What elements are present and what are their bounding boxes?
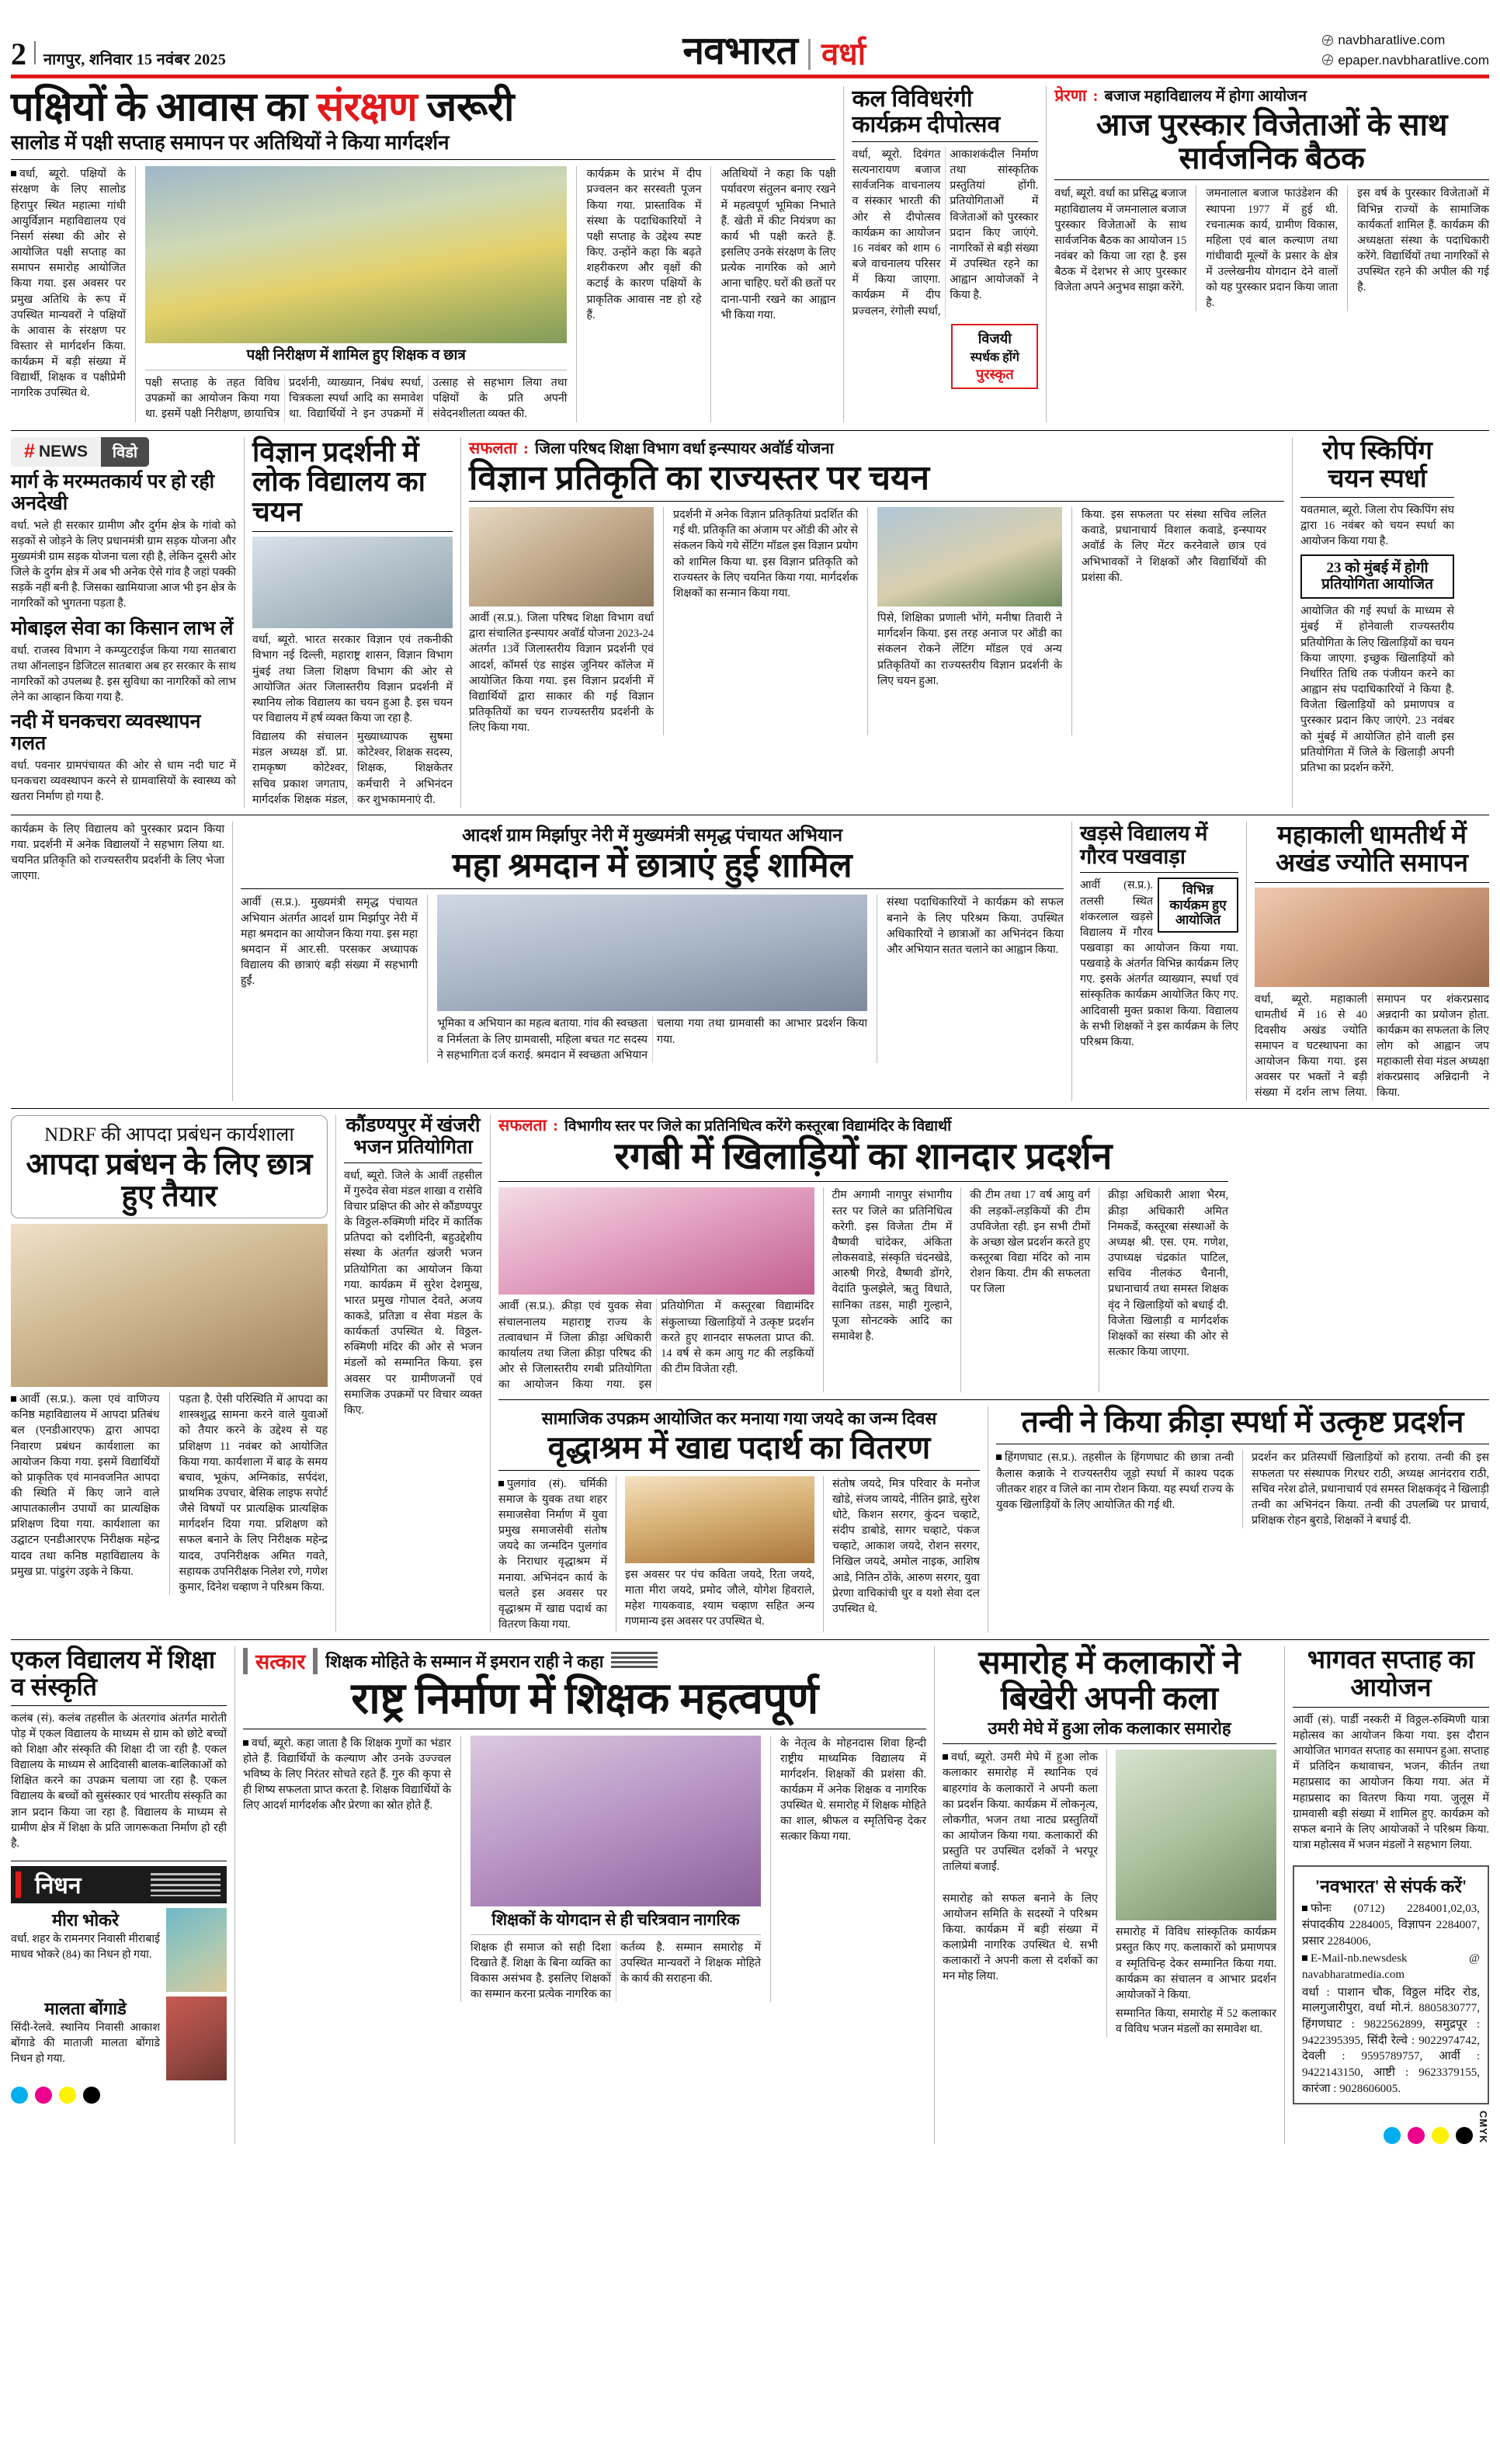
vigyan-lok-col-2: कार्यक्रम के लिए विद्यालय को पुरस्कार प्रदान किया गया. प्रदर्शनी में अनेक विद्यालयों ने सहभाग लिया था. चयनित प्रतिकृति को राज्यस्तरीय प्रदर्शनी के लिए भेजा जाएगा. [11,822,224,883]
khadse-badge: विभिन्न कार्यक्रम हुए आयोजित [1158,878,1238,933]
rugby-bottom-rule [498,1399,1489,1400]
samaroh-col-2: समारोह में विविध सांस्कृतिक कार्यक्रम प्रस्तुत किए गए. कलाकारों को प्रमाणपत्र व स्मृतिचिन्ह देकर सम्मानित किया गया. कार्यक्रम का संचालन व आभार प्रदर्शन आयोजकों ने किया. [1116,1926,1276,2001]
safalta-photo-1-block [469,507,654,735]
masthead-websites [1322,30,1489,70]
safalta-colon: : [523,438,530,457]
section-separator [490,1115,491,1633]
ndrf-kicker: NDRF की आपदा प्रबंधन कार्यशाला [44,1124,294,1145]
safalta-kicker-row [469,437,1284,458]
vigyan-lok-story [252,437,453,808]
ndrf-photo [11,1224,328,1387]
nv-item1-title: मार्ग के मरम्मतकार्य पर हो रही अनदेखी [11,471,215,514]
vigyan-lok-lower: विद्यालय की संचालन मंडल अध्यक्ष डॉ. प्रा. रामकृष्ण कोटेश्वर, सचिव प्रकाश जगताप, मार्गदर्शक शिक्षक मंडल, मुख्याध्यापक सुषमा कोटेश्वर, शिक्षक सदस्य, शिक्षक, शिक्षकेतर कर्मचारी ने अभिनंदन कर शुभकामनाएं दी. [252,731,453,806]
fourth-band-bottom-rule [11,1639,1489,1640]
lead-headline-part1: पक्षियों के आवास का [11,85,317,130]
safalta-photo-2-block [877,507,1062,735]
edition-name: वर्धा [821,36,866,71]
bullet-square-icon [1302,1955,1307,1961]
newspaper-logo: नवभारत [682,29,797,72]
website-main: navbharatlive.com [1338,33,1446,47]
news-video-sidebar [11,437,236,808]
vriddhashram-kicker: सामाजिक उपक्रम आयोजित कर मनाया गया जयदे का जन्म दिवस [541,1409,937,1429]
safalta-rule [469,501,1284,502]
satkar-columns [243,1736,926,2003]
safalta-columns [469,507,1284,735]
page-number: 2 [11,36,26,71]
satkar-tag: सत्कार [255,1650,306,1674]
lead-subhead: सालोड में पक्षी सप्ताह समापन पर अतिथियों ने किया मार्गदर्शन [11,131,450,155]
third-band-bottom-rule [11,1108,1489,1109]
nv-item2-body: वर्धा. राजस्व विभाग ने कम्प्युटराईज किया गया सातबारा तथा ऑनलाइन डिजिटल सातबारा अब हर सरकार के साथ नागरिकों को उपलब्ध है. इस सुविधा का नागरिकों को लाभ लेने का आव्हान किया गया है. [11,644,236,704]
cmyk-dot-magenta [1408,2127,1425,2144]
bhagwat-headline: भागवत सप्ताह का आयोजन [1307,1646,1475,1703]
vriddhashram-photo [625,1476,814,1563]
samaroh-photo-block [1116,1750,1276,2037]
vriddhashram-col-3: संतोष जयदे, मित्र परिवार के मनोज खोडे, संजय जायदे, नीतिन झाडे, सुरेश धोटे, किशन सरगर, कुंदन चव्हाटे, संदीप डाबोडे, सागर चव्हाटे, पंकज चव्हाटे, आकाश जयदे, रोशन सरगर, निखिल जयदे, अमोल नाइक, आशिष आडे, नितिन ठोंके, आरुण सरगर, युवा प्रेरणा वाचिकांची धुर व यशो सेवा दल उपस्थित थे. [832,1477,980,1615]
cmyk-dot-black [83,2087,100,2104]
nv-item3-body: वर्धा. पवनार ग्रामपंचायत की ओर से धाम नदी घाट में घनकचरा व्यवस्थापन करने से ग्रामवासियों के स्वास्थ्य को खतरा निर्माण हो गया है. [11,759,236,804]
tanvi-headline: तन्वी ने किया क्रीड़ा स्पर्धा में उत्कृष्ट प्रदर्शन [1021,1406,1464,1440]
satkar-photo-block [470,1736,761,2003]
mahakali-photo [1255,888,1489,987]
masthead-left [11,36,227,71]
rugby-columns [498,1187,1228,1392]
khadse-body: आर्वी (स.प्र.). तलसी स्थित शंकरलाल खड़से विद्यालय में गौरव पखवाड़ा का आयोजन किया गया. पखवाड़े के अंतर्गत विभिन्न कार्यक्रम लिए गए. इसके अंतर्गत व्याख्यान, स्पर्धा एवं सांस्कृतिक कार्यक्रम आयोजित किए गए. आदिवासी मुक्त प्रकाश किया. विद्यालय के सभी शिक्षकों ने इस कार्यक्रम के लिए परिश्रम किया. [1080,879,1238,1048]
lead-headline-highlight: संरक्षण [316,85,418,130]
lead-body-row [11,166,835,422]
rugby-under-photo: आर्वी (स.प्र.). क्रीड़ा एवं युवक सेवा संचालनालय महाराष्ट्र राज्य के तत्वावधान में जिला क्रीड़ा अधिकारी कार्यालय तथा जिला क्रीड़ा परिषद की ओर से जिलास्तरीय रगबी प्रतियोगिता का आयोजन किया गया. इस प्रतियोगिता में कस्तूरबा विद्यामंदिर संकुलाच्या खिलाड़ियों ने उत्कृष्ट प्रदर्शन करते हुए शानदार सफलता प्राप्त की. 14 वर्ष से कम आयु गट की लड़कियों की टीम विजेता रही. [498,1300,814,1392]
prerna-story [1054,86,1489,422]
khanjari-headline: कौंडण्यपुर में खंजरी भजन प्रतियोगिता [345,1114,481,1158]
vriddhashram-photo-block [625,1476,814,1633]
vigyan-lok-rule [252,531,453,532]
contact-title: 'नवभारत' से संपर्क करें' [1314,1877,1467,1897]
satkar-photo-caption: शिक्षकों के योगदान से ही चरित्रवान नागरिक [491,1910,740,1929]
shramdan-col-1: आर्वी (स.प्र.). मुख्यमंत्री समृद्ध पंचायत अभियान अंतर्गत आदर्श ग्राम मिर्झापुर नेरी में महा श्रमदान का आयोजन किया गया. इस महा श्रमदान में आर.सी. परसकर अध्यापक विद्यालय की छात्राएं बड़ी संख्या में सहभागी हुईं. [241,896,418,988]
mahakali-rule [1255,882,1489,883]
masthead-logo-group [226,31,1322,70]
shramdan-under-photo: भूमिका व अभियान का महत्व बताया. गांव की स्वच्छता व निर्मलता के लिए ग्रामवासी, महिला बचत गट सदस्य ने सहभागिता दर्ज कराई. श्रमदान में स्वच्छता अभियान चलाया गया तथा ग्रामवासी का आभार प्रदर्शन किया गया. [437,1017,867,1062]
mahakali-headline: महाकाली धामतीर्थ में अखंड ज्योति समापन [1276,821,1468,878]
section-separator [232,822,233,1101]
col-separator [823,1476,824,1633]
nv-item2-title: मोबाइल सेवा का किसान लाभ लें [11,617,234,639]
rope-skipping-story [1300,437,1454,808]
bullet-square-icon [498,1481,504,1486]
samaroh-headline: समारोह में कलाकारों ने बिखेरी अपनी कला [978,1646,1241,1717]
safalta-col-4: किया. इस सफलता पर संस्था सचिव ललित कवाडे, प्रधानाचार्य विशाल कवाडे, इन्स्पायर अवॉर्ड के लिए मेंटर करनेवाले छात्र एवं अभिभावकों ने शिक्षकों और विद्यार्थियों की प्रशंसा की. [1082,509,1266,584]
second-band [11,437,1489,808]
satkar-stripes-icon [611,1652,658,1670]
ndrf-story [11,1115,328,1633]
vriddhashram-col-2: इस अवसर पर पंच कविता जयदे, रिता जयदे, माता मीरा जयदे, प्रमोद जौले, योगेश हिवराले, महेश गायकवाड, श्याम चव्हाण सहित अन्य गणमान्य इस अवसर पर उपस्थित थे. [625,1568,814,1628]
cmyk-dot-magenta [35,2087,52,2104]
lead-col-2: पक्षी सप्ताह के तहत विविध उपक्रमों का आयोजन किया गया था. इसमें पक्षी निरीक्षण, छायाचित्र प्रदर्शनी, व्याख्यान, निबंध स्पर्धा, चित्रकला स्पर्धा आदि का समावेश था. विद्यार्थियों ने इन उपक्रमों में उत्साह से सहभाग लिया तथा पक्षियों के प्रति अपनी संवेदनशीलता व्यक्त की. [145,377,568,421]
tanvi-columns [996,1450,1489,1528]
deepotsav-headline: कल विविधरंगी कार्यक्रम दीपोत्सव [852,86,1001,137]
lead-story [11,86,835,422]
safalta-photo-2 [877,507,1062,606]
contact-phones: फोनः (0712) 2284001,02,03, संपादकीय 2284005, विज्ञापन 2284007, प्रसार 2284006, [1302,1903,1480,1948]
globe-icon [1322,54,1333,65]
fourth-band [11,1115,1489,1633]
top-section-bottom-rule [11,430,1489,431]
nidhan-entry-1-name: मीरा भोकरे [51,1910,120,1930]
ndrf-columns [11,1392,328,1595]
khadse-story [1080,822,1238,1101]
prerna-kicker-row [1054,86,1489,106]
safalta-headline: विज्ञान प्रतिकृति का राज्यस्तर पर चयन [469,458,929,497]
website-epaper: epaper.navbharatlive.com [1338,52,1489,68]
lead-col-3: कार्यक्रम के प्रारंभ में दीप प्रज्वलन कर सरस्वती पूजन किया गया. प्रास्ताविक में संस्था के पदाधिकारियों ने पक्षी सप्ताह के उद्देश्य स्पष्ट किए. उन्होंने कहा कि बढ़ते शहरीकरण और वृक्षों की कटाई के कारण पक्षियों के प्राकृतिक आवास नष्ट हो रहे हैं. [586,168,702,321]
satkar-col-3: के नेतृत्व के मोहनदास शिवा हिन्दी राष्ट्रीय माध्यमिक विद्यालय में मार्गदर्शन. शिक्षकों की प्रशंसा की. कार्यक्रम में अनेक शिक्षक व नागरिक उपस्थित थे. समारोह में शिक्षक मोहिते का शाल, श्रीफल व स्मृतिचिन्ह देकर सत्कार किया गया. [780,1736,926,1844]
col-separator [710,166,711,422]
vriddhashram-rule [498,1470,980,1471]
bullet-square-icon [11,1396,16,1402]
nidhan-red-tick [16,1871,21,1898]
section-separator [843,86,844,422]
shramdan-col-3: संस्था पदाधिकारियों ने कार्यक्रम को सफल बनाने के लिए परिश्रम किया. उपस्थित अधिकारियों ने छात्राओं का अभिनंदन किया और अभियान सतत चलाने का आह्वान किया. [887,896,1064,956]
nidhan-stripes-icon [151,1873,220,1896]
mahakali-body: वर्धा, ब्यूरो. महाकाली धामतीर्थ में 16 से 40 दिवसीय अखंड ज्योति समापन व घटस्थापना का आयोजन किया गया. इस अवसर पर भक्तों ने बड़ी संख्या में दर्शन लाभ लिया. समापन पर शंकरप्रसाद अन्नदानी का प्रयोजन होता. कार्यक्रम का सफलता के लिए लोग को आह्वान जप महाकाली सेवा मंडल अध्यक्षा शंकरप्रसाद अन्निदानी ने किया. [1255,992,1489,1100]
nidhan-entry-1 [11,1908,227,1992]
badge-line-3: पुरस्कृत [975,366,1014,382]
tanvi-story [996,1406,1489,1632]
nidhan-entry-1-photo [166,1908,227,1992]
safalta-tag: सफलता [469,438,518,457]
rugby-headline: रगबी में खिलाड़ियों का शानदार प्रदर्शन [614,1135,1113,1177]
rope-skipping-body: आयोजित की गई स्पर्धा के माध्यम से मुंबई में होनेवाली राज्यस्तरीय प्रतियोगिता के लिए खिलाड़ियों का चयन किया जाएगा. इच्छुक खिलाड़ियों को निर्धारित तिथि तक पंजीयन करने का आह्वान संघ पदाधिकारियों ने किया है. विजेता खिलाड़ियों को प्रमाणपत्र व पुरस्कार प्रदान किए जाएंगे. 23 नवंबर को मुंबई में आयोजित होने वाली इस प्रतियोगिता में जिले के खिलाड़ी अपनी प्रतिभा का प्रदर्शन करेंगे. [1300,605,1454,774]
col-separator [1071,507,1072,735]
col-separator [460,1736,461,2003]
cmyk-dot-yellow [1432,2127,1449,2144]
khadse-headline: खड़से विद्यालय में गौरव पखवाड़ा [1080,821,1208,869]
prerna-kicker: बजाज महाविद्यालय में होगा आयोजन [1104,88,1307,105]
section-separator [1246,822,1247,1101]
bullet-square-icon [11,171,16,176]
safalta-col-3: पिसे, शिक्षिका प्रणाली भोंगे, मनीषा तिवारी ने मार्गदर्शन किया. इस तरह अनाज पर ऑडी का संकलन रोकने लेंटिंग मॉडल एवं अन्य प्रतिकृतियों का राज्यस्तरीय विज्ञान प्रदर्शनी के लिए चयन हुआ. [877,612,1062,687]
col-separator [770,1736,771,2003]
nidhan-title: निधन [35,1873,82,1899]
vigyan-lok-headline: विज्ञान प्रदर्शनी में लोक विद्यालय का चयन [252,436,425,528]
bhagwat-body: आर्वी (सं). पार्डी नस्करी में विठ्ठल-रुक्मिणी यात्रा महोत्सव का आयोजन किया गया. इस दौरान आयोजित भागवत सप्ताह का समापन हुआ. सप्ताह में प्रतिदिन कथावाचन, भजन, कीर्तन तथा महाप्रसाद का आयोजन किया गया. अंत में महाप्रसाद का वितरण किया गया. जुलूस में ग्रामवासी बड़ी संख्या में शामिल हुए. कार्यक्रम को सफल बनाने के लिए आयोजकों ने परिश्रम किया. यात्रा महोत्सव में भजन मंडलों ने सहभाग लिया. [1293,1713,1489,1852]
nidhan-entry-2 [11,1997,227,2080]
prerna-rule [1054,179,1489,180]
masthead-divider [34,41,36,64]
rope-skipping-rule [1300,497,1454,498]
mahakali-story [1255,822,1489,1101]
safalta-kicker: जिला परिषद शिक्षा विभाग वर्धा इन्स्पायर अवॉर्ड योजना [535,440,834,457]
badge-line-1: विजयी [977,330,1012,346]
ndrf-col-1: आर्वी (स.प्र.). कला एवं वाणिज्य कनिष्ठ महाविद्यालय में आपदा प्रतिबंध बल (एनडीआरएफ) द्वारा आपदा निवारण प्रबंधन कार्यशाला का आयोजन किया गया. इसमें विद्यार्थियों को प्राकृतिक एवं मानवजनित आपदा की स्थिति में किए जाने वाले आपातकालीन उपायों का प्रात्यक्षिक प्रशिक्षण दिया गया. कार्यशाला का उद्घाटन एनडीआरएफ निरीक्षक महेन्द्र यादव तथा कनिष्ठ महाविद्यालय के प्रमुख प्रा. पांडुरंग उइके ने किया. [11,1393,160,1578]
globe-icon [1322,35,1333,46]
section-separator [1071,822,1072,1101]
col-separator [960,1187,961,1392]
vigyan-lok-photo [252,537,453,628]
lead-photo-block [145,166,567,422]
section-separator [234,1646,235,2144]
shramdan-rule [241,888,1064,889]
bullet-square-icon [996,1454,1002,1460]
ndrf-col-2: पड़ता है. ऐसी परिस्थिति में आपदा का शास्त्रशुद्ध सामना करने वाले युवाओं को तैयार करने के उद्देश्य से यह प्रशिक्षण 11 नवंबर को आयोजित किया गया. कार्यशाला में बाढ़ के समय बचाव, भूकंप, अग्निकांड, सर्पदंश, प्राथमिक उपचार, बेसिक लाइफ सपोर्ट जैसे विषयों पर प्रात्यक्षिक प्रात्यक्षिक मार्गदर्शन दिया गया. प्रशिक्षण को सफल बनाने के लिए निरीक्षक महेन्द्र यादव, उपनिरीक्षक अमित गवते, सहायक उपनिरीक्षक निलेश रणे, गणेश कुमार, दिनेश चव्हाण ने परिश्रम किया. [179,1393,328,1593]
tanvi-col-2: प्रदर्शन कर प्रतिस्पर्धी खिलाड़ियों को हराया. तन्वी की इस सफलता पर संस्थापक गिरधर राठी, अध्यक्ष आनंदराव राठी, सचिव नरेश ढोले, प्रधानाचार्य एवं समस्त शिक्षकवृंद ने खिलाड़ी तन्वी का अभिनंदन किया. तन्वी की उपलब्धि पर प्राचार्य, प्रशिक्षक रोहन बुराडे, शिक्षकों ने बधाई दी. [1252,1451,1489,1527]
samaroh-columns [943,1750,1276,2037]
khanjari-story [344,1115,482,1633]
khanjari-body: वर्धा, ब्यूरो. जिले के आर्वी तहसील में गुरुदेव सेवा मंडल शाखा व रासेवि विचार प्रक्षिप्त की ओर से कौंडण्यपुर के विठ्ठल-रुक्मिणी मंदिर में कार्तिक प्रतिपदा को दशीदिनी, बहुउद्देशीय संस्था के अंतर्गत खंजरी भजन प्रतियोगिता का आयोजन किया गया. कार्यक्रम में सुरेश देशमुख, भारत प्रमुख गोपाल देवते, अजय काकडे, प्रतिज्ञा व सेवा मंडल के कार्यकर्ता उपस्थित थे. विठ्ठल-रुक्मिणी मंदिर की ओर से भजन मंडलों को सम्मानित किया. इस अवसर पर ग्रामीणजनों एवं समाजिक उपक्रमों पर विचार व्यक्त किए. [344,1169,482,1416]
col-separator [1242,1450,1243,1528]
logo-divider [808,39,811,70]
bhagwat-rule [1293,1707,1489,1708]
prerna-col-3: इस वर्ष के पुरस्कार विजेताओं में विभिन्न राज्यों के सामाजिक कार्यकर्ता शामिल हैं. कार्यक्रम की अध्यक्षता संस्था के पदाधिकारी करेंगे. विद्यार्थियों तथा नागरिकों से उपस्थित रहने की अपील की गई है. [1357,187,1490,294]
bullet-square-icon [243,1740,248,1746]
cmyk-dot-black [1456,2127,1473,2144]
caption-rule [470,1934,761,1935]
cmyk-dot-cyan [11,2087,28,2104]
third-band [11,822,1489,1101]
top-section [11,86,1489,422]
lead-lower-columns [145,375,567,422]
satkar-story [243,1646,926,2144]
col-separator [427,895,428,1062]
vriddhashram-headline: वृद्धाश्रम में खाद्य पदार्थ का वितरण [547,1430,931,1466]
satkar-tag-row [243,1646,926,1675]
cmyk-dots-left [11,2087,227,2104]
nidhan-entry-1-text [11,1908,160,1992]
shramdan-columns [241,895,1064,1062]
rugby-col-3: की टीम तथा 17 वर्ष आयु वर्ग की लड़कों-लड़कियों की टीम उपविजेता रही. इन सभी टीमों के अच्छा खेल प्रदर्शन करते हुए कस्तूरबा विद्या मंदिर को नाम रोशन किया. टीम की सफलता पर जिला [970,1189,1091,1296]
cmyk-label: CMYK [1477,2111,1489,2144]
prerna-col-2: जमनालाल बजाज फाउंडेशन की स्थापना 1977 में हुई थी. रचनात्मक कार्य, ग्रामीण विकास, महिला एवं बाल कल्याण तथा गांधीवादी मूल्यों के प्रसार के क्षेत्र में उल्लेखनीय योगदान देने वालों को यह पुरस्कार प्रदान किया जाता है. [1206,187,1339,310]
contact-addresses: वर्धा : पाशान चौक, विठ्ठल मंदिर रोड, मालगुजारीपुरा, वर्धा मो.नं. 8805830777, हिंगणघाट : 9822562899, समुद्रपूर : 9422395395, सिंदी रेल्वे : 9022974742, देवली : 9595789757, आर्वी : 9422143150, आष्टी : 9623379155, कारंजा : 9028606005. [1302,1986,1480,2095]
fifth-band [11,1646,1489,2144]
section-separator [1046,86,1047,422]
contact-email: E-Mail-nb.newsdesk @ navabharatmedia.com [1302,1952,1480,1981]
cmyk-dot-cyan [1384,2127,1401,2144]
third-band-left-spill [11,822,224,1101]
lead-headline [11,86,835,129]
lead-photo [145,166,567,343]
samaroh-rule [943,1743,1276,1744]
prerna-tag: प्रेरणा [1054,86,1087,105]
rugby-story [498,1115,1228,1393]
vigyan-lok-col-1: वर्धा, ब्यूरो. भारत सरकार विज्ञान एवं तकनीकी विभाग नई दिल्ली, महाराष्ट्र शासन, विज्ञान विभाग मुंबई तथा जिला शिक्षण विभाग की ओर से आयोजित अंतर जिलास्तरीय विज्ञान प्रदर्शनी में स्थानिय लोक विद्यालय का चयन हुआ है. इस चयन पर विद्यालय में हर्ष व्यक्त किया जा रहा है. [252,634,453,725]
nv-item1-body: वर्धा. भले ही सरकार ग्रामीण और दुर्गम क्षेत्र के गांवो को सड़कों से जोड़ने के लिए प्रधानमंत्री ग्राम सड़क योजना और मुख्यमंत्री ग्राम सड़क योजना चला रही है, लेकिन दूसरी ओर जिले के दुर्गम क्षेत्र में अब भी अनेक ऐसे गांव है जहां पक्की सड़कें नहीं बनी है. जिसका खामियाजा आज भी इन क्षेत्र के नागरिकों को भुगतना पड़ता है. [11,519,236,610]
ekal-rule [11,1705,227,1706]
rugby-photo-block [498,1187,814,1392]
nidhan-entry-1-body: वर्धा. शहर के रामनगर निवासी मीराबाई माधव भोकरे (84) का निधन हो गया. [11,1932,160,1962]
nidhan-entry-2-photo [166,1997,227,2080]
samaroh-subhead: उमरी मेघे में हुआ लोक कलाकार समारोह [988,1718,1231,1738]
vriddhashram-col-1: पुलगांव (सं). चर्मिकी समाज के युवक तथा शहर समाजसेवा निर्माण में युवा प्रमुख समाजसेवी संतोष जयदे का जन्मदिन पुलगांव के निराधार वृद्धाश्रम में मनाया. अभिनंदन कार्य के चलते इस अवसर पर वृद्धाश्रम में खाद्य पदार्थ का वितरण किया गया. [498,1477,607,1632]
nidhan-entry-2-text [11,1997,160,2080]
vriddhashram-tanvi-row [498,1406,1489,1632]
col-separator [823,1187,824,1392]
section-separator [1284,1646,1285,2144]
lead-col-4: अतिथियों ने कहा कि पक्षी पर्यावरण संतुलन बनाए रखने में महत्वपूर्ण भूमिका निभाते हैं. खेती में कीट नियंत्रण का कार्य भी पक्षी करते हैं. इसलिए उनके संरक्षण के लिए प्रत्येक नागरिक को आगे आना चाहिए. घरों की छतों पर दाना-पानी रखने का आह्वान भी किया गया. [720,168,836,321]
satkar-photo [470,1736,761,1906]
hash-icon: # [24,440,35,463]
news-badge-right: विडो [101,437,149,467]
section-separator [1292,437,1293,808]
lead-headline-part3: जरूरी [417,85,514,130]
vriddhashram-story [498,1406,980,1632]
shramdan-photo-block [437,895,867,1062]
contact-box [1293,1865,1489,2104]
samaroh-story [943,1646,1276,2144]
nv-item3-title: नदी में घनकचरा व्यवस्थापन गलत [11,711,201,755]
shramdan-photo [437,895,867,1011]
safalta-col-1: आर्वी (स.प्र.). जिला परिषद शिक्षा विभाग वर्धा द्वारा संचालित इन्स्पायर अवॉर्ड योजना 2023-24 अंतर्गत 13वें जिलास्तरीय विज्ञान प्रदर्शनी एवं आदर्श, कॉमर्स एंड साइंस जुनियर कॉलेज में आयोजित किया गया. इस विज्ञान प्रदर्शनी में विद्यार्थियों द्वारा साकार की गई विज्ञान प्रतिकृतियों का चयन राज्यस्तरीय प्रदर्शनी के लिए किया गया. [469,612,654,735]
news-badge-left: # NEWS [11,437,101,467]
rugby-col-2: टीम अगामी नागपुर संभागीय स्तर पर जिले का प्रतिनिधित्व करेगी. इस विजेता टीम में वैष्णवी चांदेकर, अंकिता लोकसवाडे, संस्कृति चंदनखेडे, आरुषी गिरडे, वैष्णवी डोंगरे, वेदांति फुलझेले, ऋतु विधाते, सानिका तडस, माही गुल्हाने, पूजा सोनटक्के आदि का समावेश है. [832,1189,953,1343]
lead-col-1: वर्धा, ब्यूरो. पक्षियों के संरक्षण के लिए सालोड हिरापुर स्थित महात्मा गांधी आयुर्विज्ञान महाविद्यालय एवं निसर्ग संस्था की ओर से आयोजित पक्षी सप्ताह का समापन समारोह आयोजित किया गया. इस अवसर पर प्रमुख अतिथि के रूप में उपस्थित मान्यवरों ने पक्षियों के आवास के संरक्षण पर विस्तार से मार्गदर्शन किया. कार्यक्रम में बड़ी संख्या में विद्यार्थी, शिक्षक व पक्षीप्रेमी नागरिक उपस्थित थे. [11,168,126,400]
nidhan-entry-2-name: मालता बोंगाडे [44,1998,127,2018]
satkar-col-1: वर्धा, ब्यूरो. कहा जाता है कि शिक्षक गुणों का भंडार होते हैं. विद्यार्थियों के कल्याण और उनके उज्ज्वल भविष्य के लिए निरंतर सोचते रहते हैं. गुरु की कृपा से ही शिष्य सफलता प्राप्त करता है. शिक्षक विद्यार्थियों के लिए आदर्श मार्गदर्शक और प्रेरणा का स्रोत होते हैं. [243,1736,451,1812]
shramdan-kicker: आदर्श ग्राम मिर्झापुर नेरी में मुख्यमंत्री समृद्ध पंचायत अभियान [462,825,842,845]
safalta-col-2: प्रदर्शनी में अनेक विज्ञान प्रतिकृतियां प्रदर्शित की गई थी. प्रतिकृति का अंजाम पर ऑडी की ओर से संकलन किये गये सेंटिंग मॉडल इस विज्ञान प्रयोग को शामिल किया था. इस विज्ञान प्रतिकृति को राज्यस्तर के लिए चयनित किया गया. मार्गदर्शक शिक्षकों का सन्मान किया गया. [673,509,858,599]
deepotsav-rule [852,141,1038,142]
col-separator [1347,186,1348,311]
masthead-red-rule [11,75,1489,78]
cmyk-dots-right [1384,2127,1473,2144]
tanvi-col-1: हिंगणघाट (स.प्र.). तहसील के हिंगणघाट की छात्रा तन्वी कैलास कन्नाके ने राज्यस्तरीय जूड़ो स्पर्धा में काश्य पदक जीतकर शहर व जिले का नाम रोशन किया. यह स्पर्धा राज्य के युवक खिलाड़ियों के लिए आयोजित की गई थी. [996,1451,1234,1511]
samaroh-photo [1116,1750,1276,1920]
vriddhashram-columns [498,1476,980,1633]
col-separator [576,166,577,422]
bullet-square-icon [1302,1906,1307,1911]
satkar-headline: राष्ट्र निर्माण में शिक्षक महत्वपूर्ण [351,1675,818,1724]
lead-photo-caption: पक्षी निरीक्षण में शामिल हुए शिक्षक व छात्र [246,347,466,364]
cmyk-group-right [1293,2111,1489,2143]
col-separator [135,166,136,422]
section-separator [460,437,461,808]
khanjari-rule [344,1162,482,1163]
shramdan-story [241,822,1064,1101]
satkar-mid-bar [313,1648,318,1674]
section-separator [934,1646,935,2144]
masthead [11,0,1489,75]
ekal-nidhan-column [11,1646,227,2144]
section-separator [335,1115,336,1633]
shramdan-headline: महा श्रमदान में छात्राएं हुई शामिल [452,846,852,884]
khadse-rule [1080,872,1238,873]
prerna-columns [1054,186,1489,311]
deepotsav-body: वर्धा, ब्यूरो. दिवंगत सत्यनारायण बजाज सार्वजनिक वाचनालय व संस्कार भारती की ओर से दीपोत्सव कार्यक्रम का आयोजन 16 नवंबर को शाम 6 बजे वाचनालय परिसर में किया जाएगा. कार्यक्रम में दीप प्रज्वलन, रंगोली स्पर्धा, आकाशकंदील निर्माण तथा सांस्कृतिक प्रस्तुतियां होंगी. प्रतियोगिताओं में विजेताओं को पुरस्कार प्रदान किए जाएंगे. नागरिकों से बड़ी संख्या में उपस्थित रहने का आह्वान आयोजकों ने किया है. [852,148,1039,318]
rope-skipping-headline: रोप स्किपिंग चयन स्पर्धा [1322,436,1432,493]
rope-skipping-intro: यवतमाल, ब्यूरो. जिला रोप स्किपिंग संघ द्वारा 16 नवंबर को चयन स्पर्धा का आयोजन किया गया है. [1300,504,1454,548]
col-separator [867,507,868,735]
rugby-kicker-row [498,1115,1228,1135]
bullet-square-icon [943,1754,948,1760]
col-separator [663,507,664,735]
deepotsav-badge [951,324,1038,389]
ndrf-box [11,1115,328,1218]
rugby-photo [498,1187,814,1295]
satkar-left-bar [243,1648,248,1674]
nidhan-entry-2-body: सिंदी-रेलवे. स्थानिय निवासी आकाश बोंगाडे की माताजी मालता बोंगाडे निधन हो गया. [11,2021,160,2066]
masthead-date: नागपुर, शनिवार 15 नवंबर 2025 [43,51,227,68]
ekal-body: कलंब (सं). कलंब तहसील के अंतरगांव अंतर्गत मारोती पोड़ में एकल विद्यालय के माध्यम से ग्राम को छोटे बच्चों को शिक्षा और संस्कृति की शिक्षा दी जा रही है. एकल विद्यालय के माध्यम से आदिवासी बालक-बालिकाओं को शिक्षित करने का उपक्रम चलाया जा रहा है. एकल विद्यालय के बच्चों को सुसंस्कार एवं भारतीय संस्कृति का ज्ञान प्रदान किया जा रहा है. विद्यालय के माध्यम से ग्रामीण क्षेत्र में शिक्षा के प्रति जागरूकता निर्माण हो रही है. [11,1712,227,1850]
safalta-photo-1 [469,507,654,606]
rope-skipping-badge: 23 को मुंबई में होगी प्रतियोगिता आयोजित [1300,554,1454,599]
satkar-under-photo: शिक्षक ही समाज को सही दिशा दिखाते हैं. शिक्षा के बिना व्यक्ति का विकास असंभव है. इसलिए शिक्षकों का सम्मान करना प्रत्येक नागरिक का कर्तव्य है. सम्मान समारोह में उपस्थित मान्यवरों ने शिक्षक मोहिते के कार्य की सराहना की. [470,1941,761,2001]
col-separator [1106,1750,1107,2037]
rugby-column-group [498,1115,1489,1633]
rugby-tag: सफलता [498,1115,547,1135]
news-video-badge[interactable] [11,437,149,467]
lead-rule [11,159,835,160]
badge-line-2: स्पर्धक होंगे [970,350,1019,364]
safalta-vigyan-story [469,437,1284,808]
bhagwat-contact-column [1293,1646,1489,2144]
rugby-rule [498,1181,1228,1182]
rugby-kicker: विभागीय स्तर पर जिले का प्रतिनिधित्व करेंगे कस्तूरबा विद्यामंदिर के विद्यार्थी [564,1117,952,1135]
prerna-headline: आज पुरस्कार विजेताओं के साथ सार्वजनिक बैठक [1095,107,1448,176]
website-row-1[interactable] [1322,30,1489,50]
website-row-2[interactable] [1322,50,1489,71]
section-separator [244,437,245,808]
satkar-kicker: शिक्षक मोहिते के सम्मान में इमरान राही ने कहा [325,1651,604,1671]
rugby-col-5: क्रीड़ा अधिकारी आशा भैरम, क्रीड़ा अधिकारी अमित निमकर्डे, कस्तूरबा संस्थाओं के अध्यक्ष श्री. एस. एम. गणेश, उपाध्यक्ष चंद्रकांत पाटिल, सचिव नीलकंठ चैनानी, प्रधानाचार्य तथा समस्त शिक्षक वृंद ने खिलाड़ियों को बधाई दी. विजेता खिलाड़ी व मार्गदर्शक शिक्षकों का संस्था की ओर से सत्कार किया जाएगा. [1108,1189,1228,1358]
cmyk-dot-yellow [59,2087,76,2104]
col-separator [169,1392,170,1595]
prerna-colon: : [1092,86,1099,105]
prerna-col-1: वर्धा, ब्यूरो. वर्धा का प्रसिद्ध बजाज महाविद्यालय में जमनालाल बजाज पुरस्कार विजेताओं के साथ सार्वजनिक बैठक का आयोजन 15 नवंबर को किया जा रहा है. इस बैठक में देशभर से आए पुरस्कार विजेता अपने अनुभव साझा करेंगे. [1054,187,1187,294]
nidhan-header [11,1866,227,1903]
ndrf-headline: आपदा प्रबंधन के लिए छात्र हुए तैयार [26,1147,313,1214]
rugby-tanvi-row [498,1115,1489,1393]
rugby-colon: : [553,1115,559,1135]
deepotsav-story [852,86,1038,422]
samaroh-col-1: वर्धा, ब्यूरो. उमरी मेघे में हुआ लोक कलाकार समारोह में स्थानिक एवं बाहरगांव के कलाकारों ने अपनी कला का प्रदर्शन किया. कार्यक्रम में लोकनृत्य, लोकगीत, भजन तथा नाट्य प्रस्तुतियों का आयोजन किया गया. कलाकारों की प्रस्तुति पर उपस्थित दर्शकों ने भरपूर तालियां बजाईं. समारोह को सफल बनाने के लिए आयोजन समिति के सदस्यों ने परिश्रम किया. कार्यक्रम में बड़ी संख्या में कलाप्रेमी नागरिक उपस्थित थे. सभी कलाकारों ने अपनी कला से दर्शकों का मन मोह लिया. [943,1751,1098,1983]
samaroh-caption-note: सम्मानित किया, समारोह में 52 कलाकार व विविध भजन मंडलों का समावेश था. [1116,2007,1276,2036]
ekal-headline: एकल विद्यालय में शिक्षा व संस्कृति [11,1646,216,1701]
